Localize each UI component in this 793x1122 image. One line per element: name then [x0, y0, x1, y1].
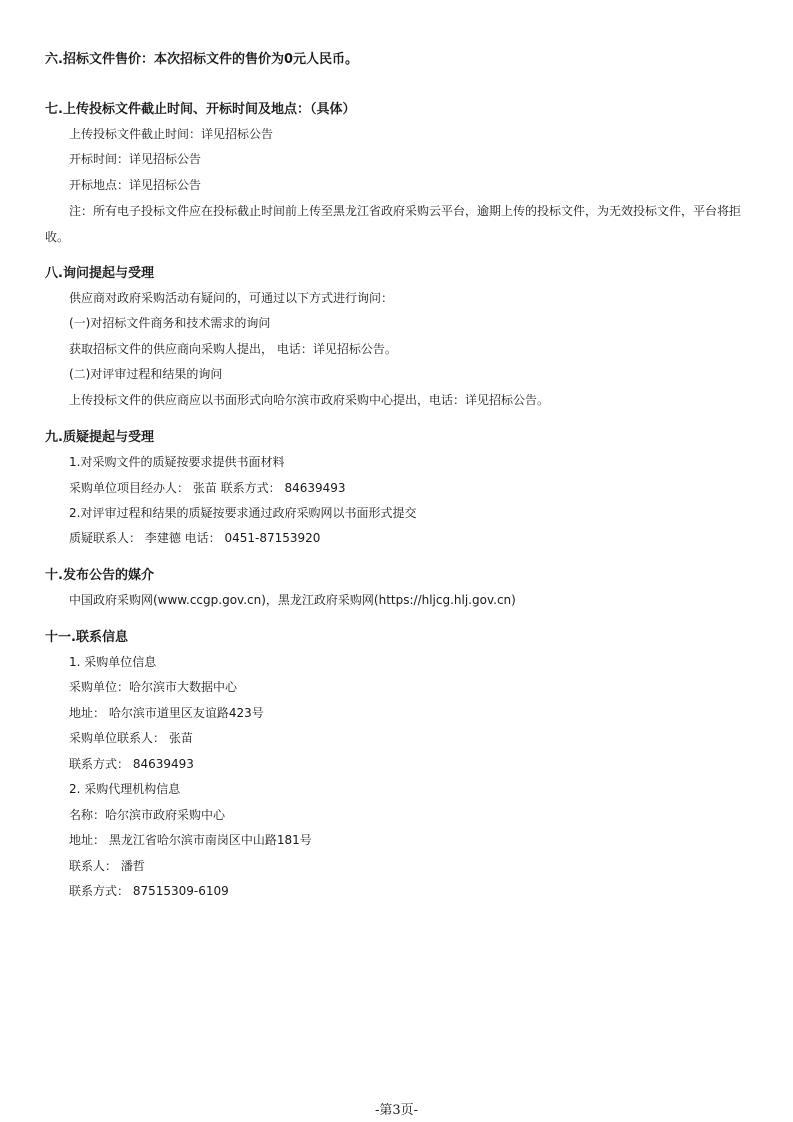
section-7-line: 开标时间：详见招标公告 — [69, 152, 202, 166]
section-11-line: 名称：哈尔滨市政府采购中心 — [69, 808, 226, 822]
section-10-line: 中国政府采购网(www.ccgp.gov.cn)，黑龙江政府采购网(https://hljcg.hlj.gov.cn) — [69, 593, 516, 607]
section-11-line: 地址： 哈尔滨市道里区友谊路423号 — [69, 706, 264, 720]
section-8-title: 八.询问提起与受理 — [45, 266, 154, 281]
section-11-line: 2. 采购代理机构信息 — [69, 782, 181, 796]
section-8-line: 获取招标文件的供应商向采购人提出， 电话：详见招标公告。 — [69, 342, 397, 356]
section-7-note: 注：所有电子投标文件应在投标截止时间前上传至黑龙江省政府采购云平台，逾期上传的投标文件，为无效投标文件，平台将拒收。 — [45, 204, 742, 244]
section-11-line: 1. 采购单位信息 — [69, 655, 157, 669]
section-11-line: 地址： 黑龙江省哈尔滨市南岗区中山路181号 — [69, 833, 312, 847]
section-11-line: 采购单位：哈尔滨市大数据中心 — [69, 680, 238, 694]
section-9-line: 质疑联系人： 李建德 电话： 0451-87153920 — [69, 531, 321, 545]
section-11-line: 联系人： 潘哲 — [69, 859, 145, 873]
page-number: -第3页- — [374, 1103, 419, 1118]
section-11-line: 联系方式： 87515309-6109 — [69, 884, 229, 898]
section-9-line: 2.对评审过程和结果的质疑按要求通过政府采购网以书面形式提交 — [69, 506, 417, 520]
section-8-line: (二)对评审过程和结果的询问 — [69, 367, 223, 381]
section-11-title: 十一.联系信息 — [45, 630, 128, 645]
section-8-line: 上传投标文件的供应商应以书面形式向哈尔滨市政府采购中心提出，电话：详见招标公告。 — [69, 393, 550, 407]
section-6-title: 六.招标文件售价：本次招标文件的售价为0元人民币。 — [45, 52, 358, 67]
section-11-line: 采购单位联系人： 张苗 — [69, 731, 193, 745]
section-9-line: 1.对采购文件的质疑按要求提供书面材料 — [69, 455, 285, 469]
section-8-line: (一)对招标文件商务和技术需求的询问 — [69, 316, 271, 330]
section-9-title: 九.质疑提起与受理 — [45, 430, 154, 445]
section-7-title: 七.上传投标文件截止时间、开标时间及地点：（具体） — [45, 102, 356, 117]
section-7-line: 上传投标文件截止时间：详见招标公告 — [69, 127, 274, 141]
section-9-line: 采购单位项目经办人： 张苗 联系方式： 84639493 — [69, 481, 346, 495]
section-8-line: 供应商对政府采购活动有疑问的，可通过以下方式进行询问： — [69, 291, 394, 305]
section-10-title: 十.发布公告的媒介 — [45, 568, 154, 583]
section-11-line: 联系方式： 84639493 — [69, 757, 194, 771]
section-7-line: 开标地点：详见招标公告 — [69, 178, 202, 192]
